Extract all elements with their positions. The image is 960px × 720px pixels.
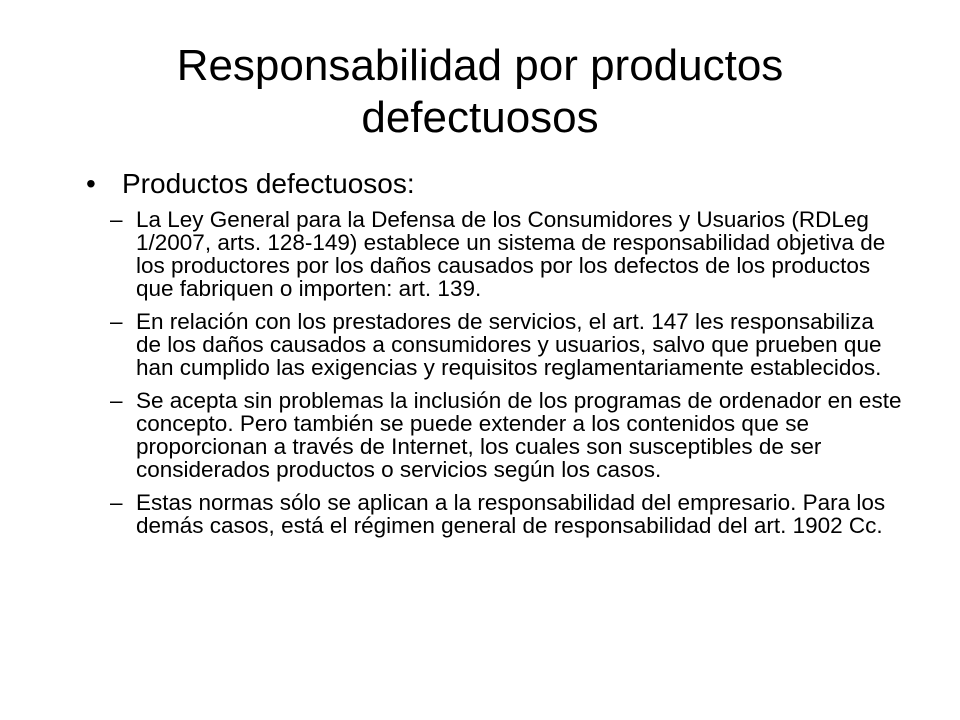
sub-bullet-ley-general [72, 208, 902, 300]
dash-marker: – [110, 490, 123, 515]
sub-bullet-list [72, 208, 902, 537]
sub-bullet-prestadores-servicios [72, 310, 902, 379]
bullet-productos-defectuosos [72, 168, 902, 200]
sub-bullet-text: La Ley General para la Defensa de los Consumidores y Usuarios (RDLeg 1/2007, arts. 128-149) establece un sistema de responsabilidad objetiva de los productores por los daños causados por los defectos de los productos que fabriquen o importen: art. 139. [136, 207, 886, 301]
slide-content [72, 168, 902, 547]
bullet-marker: • [86, 168, 96, 199]
dash-marker: – [110, 309, 123, 334]
sub-bullet-text: Se acepta sin problemas la inclusión de los programas de ordenador en este concepto. Pero también se puede extender a los contenidos que se proporcionan a través de Internet, los cuales son susceptibles de ser considerados productos o servicios según los casos. [136, 388, 902, 482]
bullet-text: Productos defectuosos: [122, 168, 415, 199]
dash-marker: – [110, 388, 123, 413]
sub-bullet-text: Estas normas sólo se aplican a la responsabilidad del empresario. Para los demás casos, está el régimen general de responsabilidad del art. 1902 Cc. [136, 490, 886, 538]
slide-title: Responsabilidad por productos defectuosos [176, 41, 784, 142]
sub-bullet-text: En relación con los prestadores de servicios, el art. 147 les responsabiliza de los daños causados a consumidores y usuarios, salvo que prueben que han cumplido las exigencias y requisitos reglamentariamente establecidos. [136, 309, 882, 380]
sub-bullet-normas-empresario [72, 491, 902, 537]
sub-bullet-programas-ordenador [72, 389, 902, 481]
dash-marker: – [110, 207, 123, 232]
